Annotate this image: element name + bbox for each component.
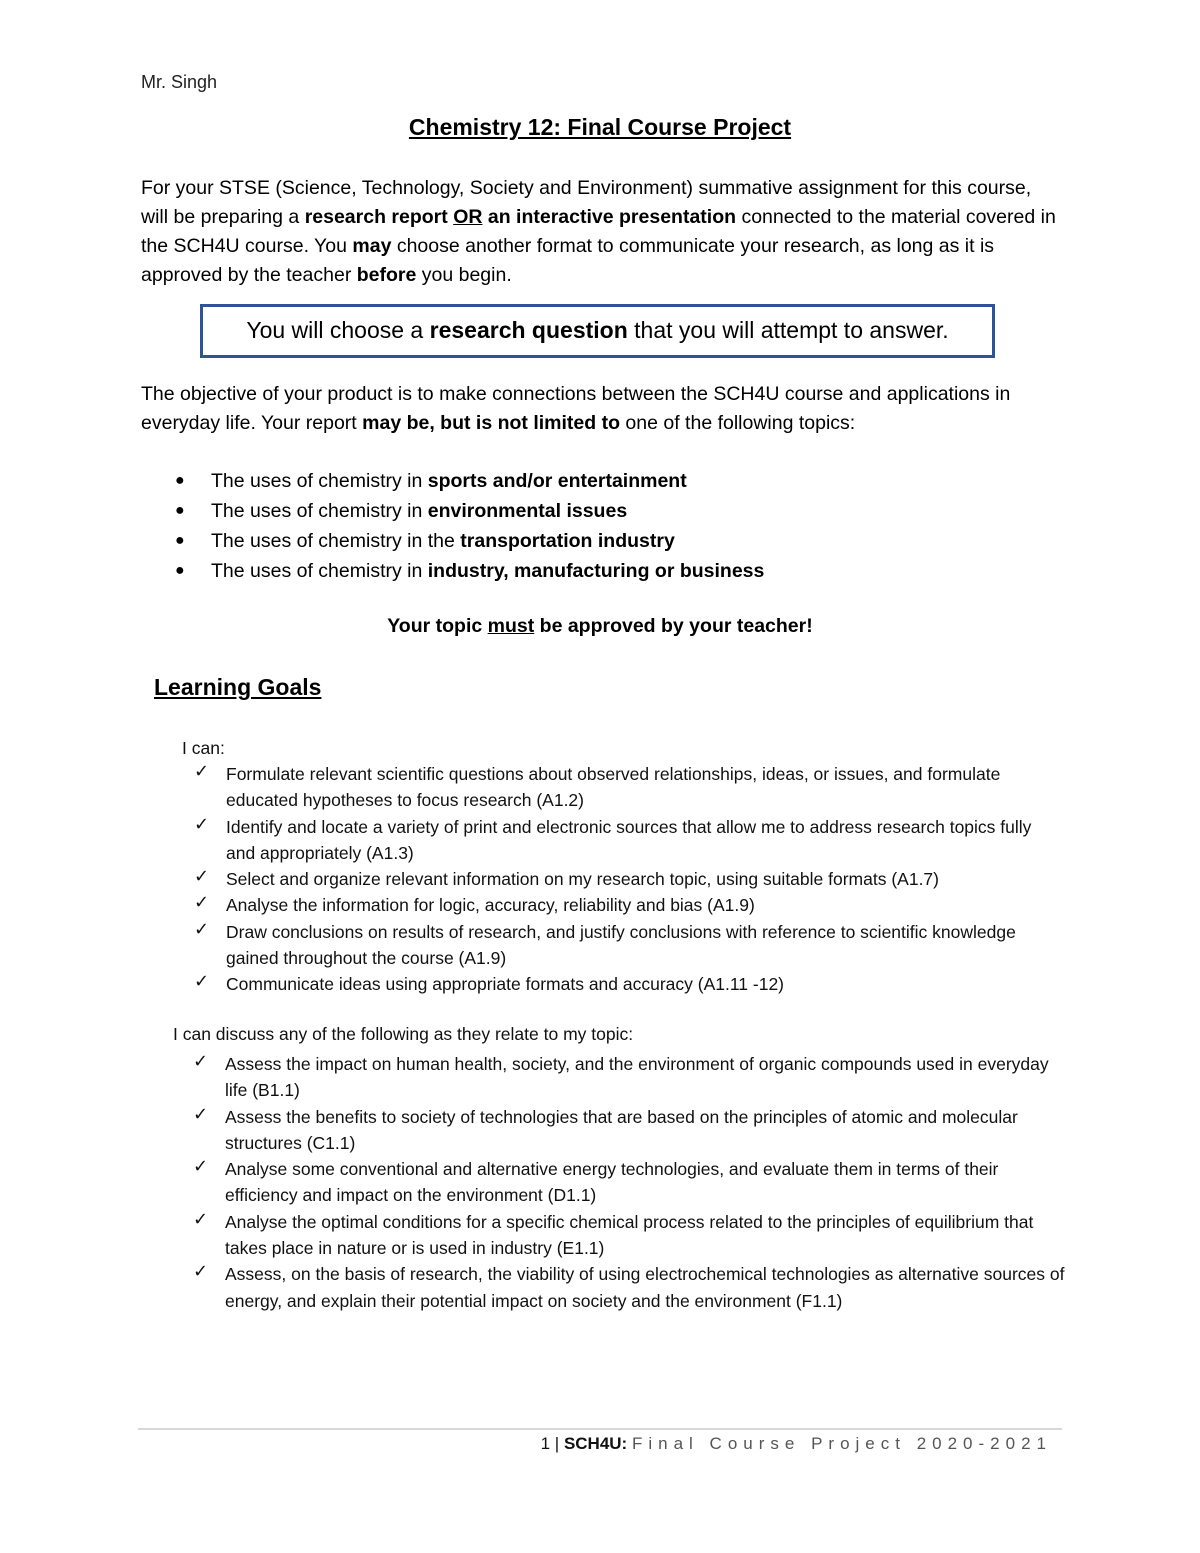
intro-bold-presentation: an interactive presentation [487, 206, 737, 228]
checkmark-icon: ✓ [194, 892, 210, 913]
intro-or: OR [453, 206, 483, 228]
goal-text: Assess the impact on human health, society, and the environment of organic compounds used in everyday life (B1.1) [225, 1054, 1049, 1101]
research-question-callout [200, 304, 995, 358]
checkmark-icon: ✓ [193, 1156, 209, 1177]
intro-text-4: you begin. [416, 264, 512, 286]
goal-text: Draw conclusions on results of research, and justify conclusions with reference to scientific knowledge gained throughout the course (A1.9) [226, 921, 1016, 969]
ican-goal-list [184, 761, 1064, 998]
topic-text: The uses of chemistry in [211, 470, 428, 492]
page-footer [0, 1434, 1052, 1454]
list-item [183, 1156, 1073, 1209]
objective-text-1: The objective of your product is to make connections between the SCH4U course and applications in everyday life. Your report [141, 383, 1011, 434]
bullet-icon: ● [175, 472, 185, 489]
checkmark-icon: ✓ [193, 1261, 209, 1282]
bullet-icon: ● [175, 532, 185, 549]
intro-bold-may: may [352, 235, 392, 257]
checkmark-icon: ✓ [193, 1051, 209, 1071]
topic-bold: industry, manufacturing or business [427, 560, 765, 582]
list-item [183, 1209, 1073, 1262]
list-item [184, 971, 1064, 997]
goal-text: Analyse some conventional and alternative energy technologies, and evaluate them in terms of their efficiency and impact on the environment (D1.1) [225, 1159, 999, 1206]
goal-text: Formulate relevant scientific questions about observed relationships, ideas, or issues, and formulate educated hypotheses to focus research (A1.2) [226, 764, 1001, 811]
callout-text-bold: research question [429, 317, 628, 343]
discuss-label: I can discuss any of the following as they relate to my topic: [173, 1024, 634, 1044]
topic-bold: transportation industry [460, 530, 675, 552]
ican-label: I can: [182, 738, 225, 758]
approval-text-pre: Your topic [387, 615, 488, 637]
list-item [184, 866, 1064, 892]
checkmark-icon: ✓ [194, 813, 210, 834]
intro-bold-before: before [356, 264, 417, 286]
topic-list [141, 466, 1061, 586]
list-item [141, 496, 1061, 526]
page-number: 1 [540, 1434, 551, 1453]
bullet-icon: ● [175, 502, 185, 519]
intro-bold-report: research report [304, 206, 448, 228]
list-item [183, 1051, 1073, 1104]
topic-text: The uses of chemistry in [211, 500, 428, 522]
footer-divider [138, 1428, 1062, 1430]
list-item [141, 556, 1061, 586]
list-item [184, 814, 1064, 867]
intro-text-3: choose another format to communicate your research, as long as it is approved by the teacher [141, 235, 995, 286]
callout-text-pre: You will choose a [246, 317, 430, 343]
approval-notice [0, 615, 1200, 638]
goal-text: Select and organize relevant information on my research topic, using suitable formats (A1.7) [226, 869, 939, 890]
list-item [183, 1104, 1073, 1157]
approval-text-must: must [487, 615, 535, 637]
objective-paragraph [141, 380, 1061, 438]
discuss-goal-list [183, 1051, 1073, 1314]
list-item [183, 1261, 1073, 1314]
page-title: Chemistry 12: Final Course Project [408, 114, 792, 140]
footer-course: SCH4U: [563, 1434, 628, 1453]
goal-text: Assess, on the basis of research, the viability of using electrochemical technologies as alternative sources of energy, and explain their potential impact on society and the environment (F1.1) [225, 1264, 1065, 1311]
list-item [184, 761, 1064, 814]
goal-text: Assess the benefits to society of technologies that are based on the principles of atomic and molecular structures (C1.1) [225, 1106, 1018, 1153]
checkmark-icon: ✓ [193, 1208, 209, 1229]
checkmark-icon: ✓ [194, 761, 210, 781]
goal-text: Identify and locate a variety of print and electronic sources that allow me to address research topics fully and appropriately (A1.3) [226, 816, 1032, 863]
checkmark-icon: ✓ [194, 866, 210, 887]
author-name: Mr. Singh [141, 72, 218, 92]
goal-text: Analyse the optimal conditions for a specific chemical process related to the principles of equilibrium that takes place in nature or is used in industry (E1.1) [225, 1211, 1034, 1259]
topic-bold: environmental issues [427, 500, 628, 522]
topic-bold: sports and/or entertainment [427, 470, 687, 492]
objective-bold: may be, but is not limited to [362, 412, 620, 434]
callout-text-post: that you will attempt to answer. [627, 317, 949, 343]
approval-text-post: be approved by your teacher! [534, 615, 813, 637]
list-item [184, 892, 1064, 918]
checkmark-icon: ✓ [193, 1103, 209, 1124]
list-item [141, 526, 1061, 556]
topic-text: The uses of chemistry in the [211, 530, 461, 552]
intro-text-1: For your STSE (Science, Technology, Society and Environment) summative assignment for this course, will be preparing a [141, 177, 1032, 228]
intro-text-2: connected to the material covered in the SCH4U course. You [141, 206, 1056, 257]
topic-text: The uses of chemistry in [211, 560, 428, 582]
objective-text-2: one of the following topics: [620, 412, 856, 434]
intro-paragraph [141, 174, 1061, 290]
footer-project: Final Course Project 2020-2021 [631, 1434, 1052, 1453]
checkmark-icon: ✓ [194, 918, 210, 939]
bullet-icon: ● [175, 562, 185, 579]
checkmark-icon: ✓ [194, 971, 210, 992]
learning-goals-heading: Learning Goals [154, 674, 322, 700]
goal-text: Analyse the information for logic, accuracy, reliability and bias (A1.9) [226, 895, 755, 916]
list-item [184, 919, 1064, 972]
list-item [141, 466, 1061, 496]
footer-separator: | [554, 1434, 560, 1453]
goal-text: Communicate ideas using appropriate formats and accuracy (A1.11 -12) [226, 974, 785, 995]
